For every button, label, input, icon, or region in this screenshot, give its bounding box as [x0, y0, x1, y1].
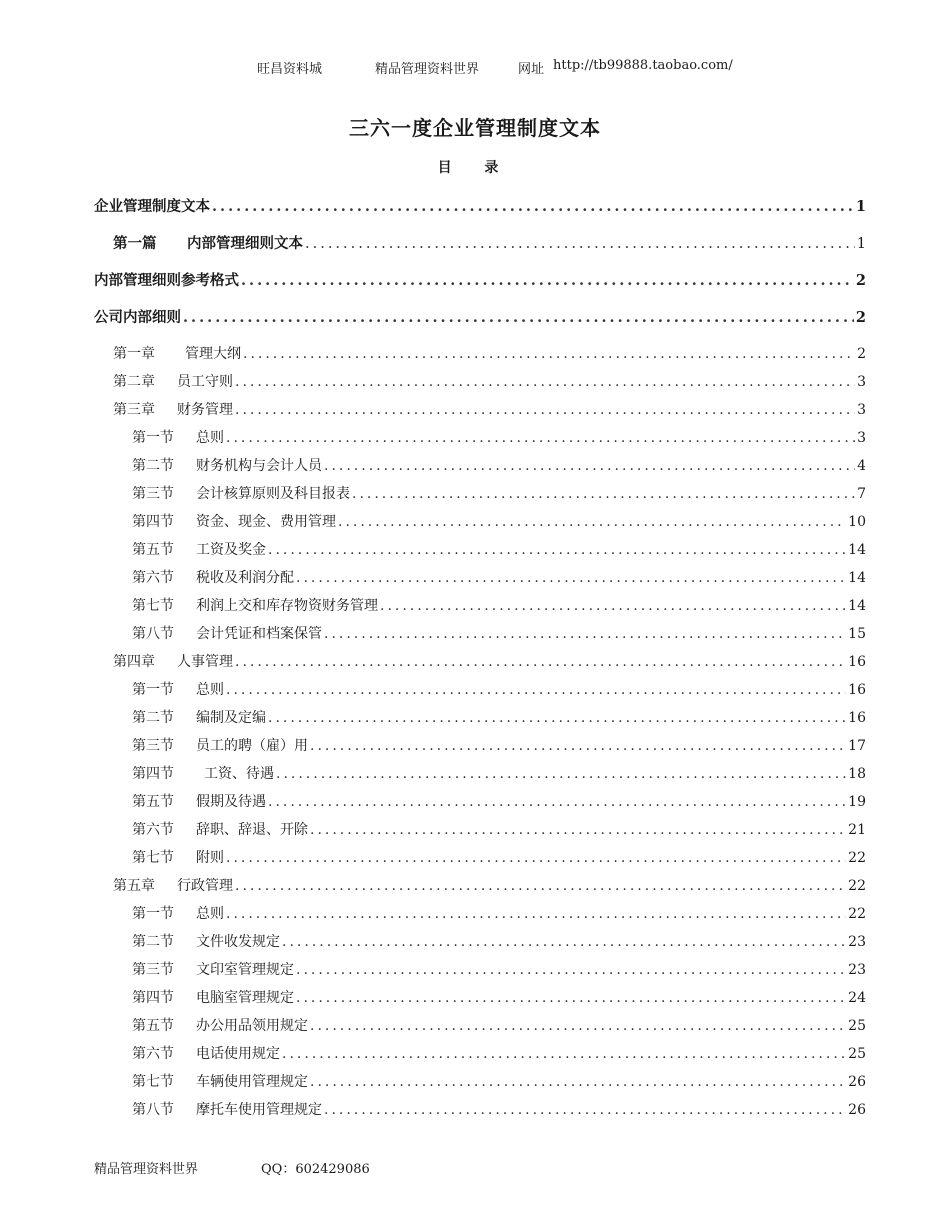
toc-leader-dots [310, 738, 846, 754]
toc-entry-number: 第五章 [113, 878, 155, 894]
toc-leader-dots [282, 1046, 846, 1062]
toc-entry[interactable] [132, 455, 866, 475]
footer-left-text: 精品管理资料世界 [94, 1162, 199, 1177]
toc-leader-dots [380, 598, 846, 614]
toc-leader-dots [296, 570, 846, 586]
toc-page-number: 14 [848, 542, 866, 558]
toc-entry[interactable] [132, 595, 866, 615]
toc-entry-title: 员工的聘（雇）用 [196, 738, 308, 754]
toc-entry-number: 第三节 [132, 486, 174, 502]
toc-entry-title: 总则 [196, 682, 224, 698]
toc-entry-number: 第六节 [132, 1046, 174, 1062]
toc-page-number: 22 [848, 878, 866, 894]
toc-entry-title: 工资及奖金 [196, 542, 266, 558]
toc-page-number: 3 [857, 402, 866, 418]
toc-entry-number: 第一节 [132, 682, 174, 698]
toc-entry[interactable] [94, 306, 866, 327]
toc-entry[interactable] [113, 875, 866, 895]
toc-page-number: 2 [855, 272, 866, 289]
toc-entry-number: 第七节 [132, 850, 174, 866]
toc-entry-title: 利润上交和库存物资财务管理 [196, 598, 378, 614]
toc-page-number: 3 [857, 430, 866, 446]
toc-entry-title: 摩托车使用管理规定 [196, 1102, 322, 1118]
toc-leader-dots [241, 272, 854, 289]
toc-leader-dots [212, 198, 854, 215]
toc-entry-title: 会计核算原则及科目报表 [196, 486, 350, 502]
toc-entry-title: 工资、待遇 [204, 766, 274, 782]
toc-entry-number: 第二节 [132, 710, 174, 726]
toc-entry-number: 第一节 [132, 430, 174, 446]
toc-leader-dots [235, 654, 846, 670]
toc-entry-number: 第六节 [132, 570, 174, 586]
toc-page-number: 26 [848, 1074, 866, 1090]
toc-leader-dots [310, 822, 846, 838]
toc-entry-title: 人事管理 [177, 654, 233, 670]
toc-entry[interactable] [132, 1099, 866, 1119]
toc-leader-dots [338, 514, 846, 530]
header-url-link[interactable]: http://tb99888.taobao.com/ [553, 58, 733, 73]
toc-page-number: 15 [848, 626, 866, 642]
toc-leader-dots [305, 236, 855, 252]
toc-page-number: 25 [848, 1046, 866, 1062]
toc-leader-dots [324, 458, 855, 474]
toc-leader-dots [226, 430, 855, 446]
toc-leader-dots [235, 402, 855, 418]
toc-entry-number: 第六节 [132, 822, 174, 838]
toc-page-number: 23 [848, 934, 866, 950]
toc-entry-number: 第四节 [132, 514, 174, 530]
toc-page-number: 16 [848, 654, 866, 670]
toc-entry-number: 第八节 [132, 1102, 174, 1118]
toc-page-number: 3 [857, 374, 866, 390]
toc-leader-dots [235, 374, 855, 390]
toc-page-number: 18 [848, 766, 866, 782]
toc-entry-title: 财务机构与会计人员 [196, 458, 322, 474]
toc-entry[interactable] [132, 511, 866, 531]
toc-leader-dots [268, 710, 846, 726]
toc-entry-number: 第七节 [132, 598, 174, 614]
toc-entry-title: 电脑室管理规定 [196, 990, 294, 1006]
toc-entry-number: 第二节 [132, 934, 174, 950]
toc-leader-dots [183, 309, 854, 326]
toc-entry-title: 内部管理细则文本 [187, 235, 303, 252]
toc-page-number: 22 [848, 906, 866, 922]
header-middle-text: 精品管理资料世界 [375, 62, 480, 77]
toc-entry[interactable] [132, 567, 866, 587]
toc-entry-title: 附则 [196, 850, 224, 866]
toc-leader-dots [276, 766, 846, 782]
toc-entry-title: 总则 [196, 906, 224, 922]
toc-entry-number: 第五节 [132, 794, 174, 810]
toc-entry-title: 资金、现金、费用管理 [196, 514, 336, 530]
toc-leader-dots [310, 1018, 846, 1034]
toc-page-number: 2 [855, 309, 866, 326]
toc-entry-number: 第五节 [132, 1018, 174, 1034]
toc-leader-dots [296, 962, 846, 978]
document-title: 三六一度企业管理制度文本 [349, 116, 601, 140]
toc-entry[interactable] [113, 232, 866, 253]
toc-page-number: 24 [848, 990, 866, 1006]
toc-leader-dots [226, 682, 846, 698]
toc-page-number: 16 [848, 710, 866, 726]
toc-page-number: 2 [857, 346, 866, 362]
toc-entry-title: 行政管理 [177, 878, 233, 894]
toc-leader-dots [324, 626, 846, 642]
toc-entry-number: 第五节 [132, 542, 174, 558]
toc-entry-title: 员工守则 [177, 374, 233, 390]
toc-entry-number: 第七节 [132, 1074, 174, 1090]
toc-entry-title: 总则 [196, 430, 224, 446]
toc-leader-dots [235, 878, 846, 894]
toc-heading: 目 录 [437, 160, 513, 176]
toc-entry[interactable] [132, 707, 866, 727]
toc-entry[interactable] [132, 427, 866, 447]
toc-entry[interactable] [132, 903, 866, 923]
toc-entry-number: 第四节 [132, 990, 174, 1006]
toc-entry-number: 第一节 [132, 906, 174, 922]
toc-page-number: 10 [848, 514, 866, 530]
toc-leader-dots [268, 794, 846, 810]
toc-entry-number: 第四节 [132, 766, 174, 782]
toc-entry-title: 公司内部细则 [94, 309, 181, 326]
toc-page-number: 14 [848, 598, 866, 614]
toc-entry-title: 文件收发规定 [196, 934, 280, 950]
toc-entry[interactable] [132, 1043, 866, 1063]
toc-entry-title: 内部管理细则参考格式 [94, 272, 239, 289]
toc-page-number: 22 [848, 850, 866, 866]
toc-leader-dots [324, 1102, 846, 1118]
toc-entry[interactable] [132, 763, 866, 783]
toc-entry[interactable] [132, 959, 866, 979]
toc-entry-title: 文印室管理规定 [196, 962, 294, 978]
toc-entry[interactable] [132, 819, 866, 839]
toc-entry-title: 财务管理 [177, 402, 233, 418]
toc-page-number: 1 [855, 198, 866, 215]
toc-entry-title: 电话使用规定 [196, 1046, 280, 1062]
toc-entry-number: 第三章 [113, 402, 155, 418]
toc-entry[interactable] [94, 195, 866, 216]
toc-entry-title: 编制及定编 [196, 710, 266, 726]
header-url-label: 网址 [518, 62, 545, 77]
toc-page-number: 21 [848, 822, 866, 838]
toc-entry-title: 假期及待遇 [196, 794, 266, 810]
toc-entry-number: 第一章 [113, 346, 155, 362]
toc-entry-title: 办公用品领用规定 [196, 1018, 308, 1034]
toc-entry-title: 企业管理制度文本 [94, 198, 210, 215]
toc-page-number: 7 [857, 486, 866, 502]
toc-entry[interactable] [132, 623, 866, 643]
toc-entry-number: 第四章 [113, 654, 155, 670]
toc-entry[interactable] [132, 791, 866, 811]
toc-entry-number: 第三节 [132, 738, 174, 754]
toc-leader-dots [282, 934, 846, 950]
toc-entry[interactable] [94, 269, 866, 290]
toc-entry[interactable] [113, 651, 866, 671]
toc-entry[interactable] [113, 343, 866, 363]
toc-entry-number: 第一篇 [113, 235, 157, 252]
toc-entry-number: 第二章 [113, 374, 155, 390]
toc-leader-dots [243, 346, 855, 362]
toc-page-number: 1 [856, 236, 866, 252]
toc-entry-number: 第八节 [132, 626, 174, 642]
toc-entry[interactable] [132, 1015, 866, 1035]
toc-page-number: 14 [848, 570, 866, 586]
toc-page-number: 4 [857, 458, 866, 474]
toc-page-number: 19 [848, 794, 866, 810]
toc-leader-dots [226, 906, 846, 922]
toc-entry-title: 管理大纲 [185, 346, 241, 362]
toc-entry-number: 第二节 [132, 458, 174, 474]
toc-entry[interactable] [113, 371, 866, 391]
toc-leader-dots [352, 486, 855, 502]
toc-page-number: 25 [848, 1018, 866, 1034]
header-left-text: 旺昌资料城 [257, 62, 323, 77]
toc-entry[interactable] [132, 1071, 866, 1091]
toc-entry[interactable] [113, 399, 866, 419]
toc-entry[interactable] [132, 735, 866, 755]
toc-entry[interactable] [132, 931, 866, 951]
toc-entry[interactable] [132, 987, 866, 1007]
toc-leader-dots [310, 1074, 846, 1090]
toc-page-number: 17 [848, 738, 866, 754]
toc-entry-title: 税收及利润分配 [196, 570, 294, 586]
toc-leader-dots [268, 542, 846, 558]
toc-entry[interactable] [132, 539, 866, 559]
toc-entry[interactable] [132, 483, 866, 503]
toc-page-number: 23 [848, 962, 866, 978]
toc-entry[interactable] [132, 679, 866, 699]
toc-leader-dots [226, 850, 846, 866]
toc-entry[interactable] [132, 847, 866, 867]
footer-qq-text: QQ：602429086 [261, 1162, 370, 1177]
toc-page-number: 16 [848, 682, 866, 698]
toc-entry-title: 车辆使用管理规定 [196, 1074, 308, 1090]
toc-page-number: 26 [848, 1102, 866, 1118]
toc-entry-title: 会计凭证和档案保管 [196, 626, 322, 642]
toc-entry-title: 辞职、辞退、开除 [196, 822, 308, 838]
toc-leader-dots [296, 990, 846, 1006]
toc-entry-number: 第三节 [132, 962, 174, 978]
